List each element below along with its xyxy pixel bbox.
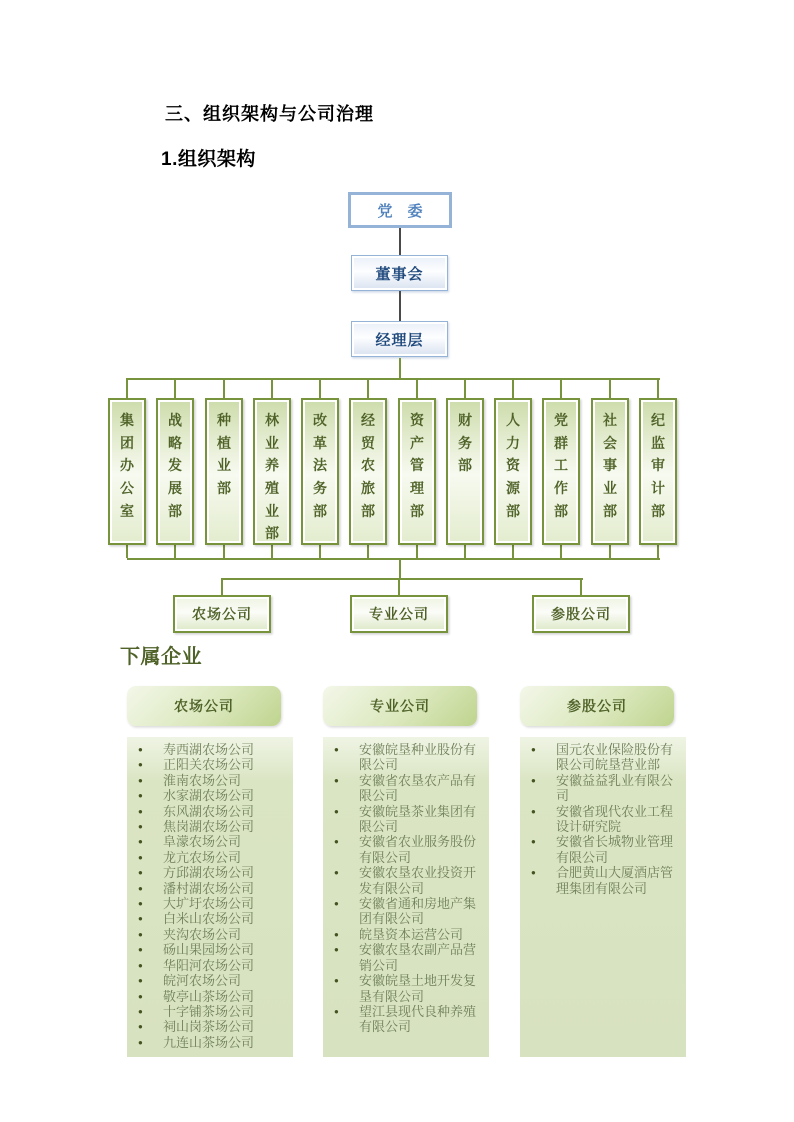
dept-node-char: 部 [168,502,182,519]
dept-node-char: 业 [265,502,279,519]
list-item [136,1019,291,1034]
company-name: 潘村湖农场公司 [163,880,255,896]
connector-line [464,545,466,558]
company-name: 九连山茶场公司 [163,1034,255,1050]
company-name: 焦岗湖农场公司 [163,819,255,835]
subsidiary-column [127,686,293,1057]
section-title: 三、组织架构与公司治理 [165,104,374,124]
dept-node-char: 部 [603,502,617,519]
dept-node-char: 部 [506,502,520,519]
dept-node-char: 业 [217,457,231,474]
bullet-icon: ● [531,868,536,878]
dept-node [494,398,532,545]
connector-line [399,291,401,321]
dept-node [253,398,291,545]
list-item [136,911,291,926]
bullet-icon: ● [138,760,143,770]
connector-line [127,378,660,380]
list-item [332,973,487,1004]
group-node: 农场公司 [173,595,271,633]
bullet-icon: ● [334,976,339,986]
connector-line [222,578,583,580]
dept-node-char: 资 [410,412,424,428]
company-name: 方邱湖农场公司 [163,865,255,881]
list-item [332,834,487,865]
company-name: 安徽皖垦种业股份有限公司 [359,742,477,773]
dept-node-char: 部 [313,502,327,519]
list-item [332,742,487,773]
org-node-management: 经理层 [351,321,448,357]
dept-node-char: 部 [554,502,568,519]
dept-node [156,398,194,545]
dept-node [639,398,677,545]
dept-node-char: 室 [120,502,134,519]
list-item [136,958,291,973]
company-name: 祠山岗茶场公司 [163,1019,255,1035]
company-name: 龙亢农场公司 [163,849,242,865]
list-item [136,742,291,757]
dept-node [542,398,580,545]
dept-node-char: 展 [168,480,182,497]
dept-node-char: 作 [554,480,568,497]
group-node: 参股公司 [532,595,630,633]
list-item [332,773,487,804]
company-name: 安徽省通和房地产集团有限公司 [359,896,477,927]
list-item [529,834,684,865]
list-item [136,865,291,880]
dept-node-char: 团 [120,434,134,451]
company-name: 合肥黄山大厦酒店管理集团有限公司 [556,865,674,896]
list-item [332,927,487,942]
company-name: 安徽农垦农业投资开发有限公司 [359,865,477,896]
company-name: 正阳关农场公司 [163,757,255,773]
connector-line [319,545,321,558]
company-name: 安徽省长城物业管理有限公司 [556,834,674,865]
company-name: 砀山果园场公司 [163,942,255,958]
company-name: 安徽皖垦土地开发复垦有限公司 [359,973,477,1004]
org-chart [0,190,794,638]
bullet-icon: ● [138,914,143,924]
list-item [332,896,487,927]
dept-node-char: 部 [410,502,424,519]
dept-node-char: 农 [361,457,375,474]
dept-node-char: 财 [458,412,472,428]
connector-line [271,378,273,398]
connector-line [398,578,400,595]
dept-node-char: 事 [603,457,617,474]
connector-line [609,545,611,558]
bullet-icon: ● [334,1006,339,1016]
bullet-icon: ● [334,806,339,816]
connector-line [221,578,223,595]
company-name: 安徽省现代农业工程设计研究院 [556,803,674,835]
dept-node-char: 业 [603,480,617,497]
dept-node [108,398,146,545]
dept-node-char: 资 [506,457,520,474]
dept-node-char: 监 [651,434,665,451]
dept-node-char: 源 [506,480,520,497]
company-name: 敬亭山茶场公司 [163,988,255,1004]
dept-node-char: 集 [120,412,134,428]
bullet-icon: ● [334,745,339,754]
bullet-icon: ● [334,868,339,878]
bullet-icon: ● [138,745,143,754]
connector-line [580,578,582,595]
company-name: 安徽省农业服务股份有限公司 [359,834,477,865]
list-item [136,942,291,957]
list-item [136,757,291,772]
dept-node-char: 纪 [651,412,665,428]
bullet-icon: ● [138,883,143,893]
dept-node-char: 贸 [361,434,375,451]
dept-node-char: 会 [603,434,617,451]
dept-node-char: 部 [361,502,375,519]
list-item [136,1004,291,1019]
connector-line [127,558,660,560]
subsection-title: 1.组织架构 [161,149,256,170]
bullet-icon: ● [138,991,143,1001]
bullet-icon: ● [138,791,143,801]
company-list [323,737,489,1057]
dept-node-char: 公 [120,480,134,497]
dept-node-char: 养 [265,457,279,474]
org-node-party-committee: 党 委 [348,192,452,228]
dept-node-char: 社 [603,412,617,428]
bullet-icon: ● [531,775,536,785]
connector-line [464,378,466,398]
subsidiary-column [520,686,686,1057]
dept-node-char: 林 [265,412,279,428]
bullet-icon: ● [334,929,339,939]
dept-node-char: 发 [168,457,182,474]
dept-node-char: 种 [217,412,231,428]
connector-line [126,545,128,558]
group-node: 专业公司 [350,595,448,633]
subsidiary-column [323,686,489,1057]
dept-node [301,398,339,545]
company-list-items [332,742,487,1035]
connector-line [399,228,401,255]
dept-node-char: 力 [506,434,520,451]
list-item [136,773,291,788]
company-name: 白米山农场公司 [163,911,255,927]
company-list [520,737,686,1057]
bullet-icon: ● [334,945,339,955]
dept-node-char: 略 [168,434,182,451]
dept-node-char: 党 [554,412,568,428]
company-name: 安徽皖垦茶业集团有限公司 [359,803,477,835]
dept-node-char: 革 [313,434,327,451]
bullet-icon: ● [138,837,143,847]
list-item [136,819,291,834]
company-name: 东风湖农场公司 [163,803,255,819]
company-name: 寿西湖农场公司 [163,742,255,757]
dept-node-char: 产 [410,434,424,451]
connector-line [512,378,514,398]
dept-node-char: 部 [458,457,472,474]
connector-line [319,378,321,398]
connector-line [126,378,128,398]
column-header: 专业公司 [323,686,477,726]
bullet-icon: ● [138,929,143,939]
company-name: 淮南农场公司 [163,772,242,788]
company-name: 皖河农场公司 [163,973,242,989]
bullet-icon: ● [138,1022,143,1032]
dept-node-char: 理 [410,480,424,497]
company-name: 皖垦资本运营公司 [359,926,464,942]
company-name: 华阳河农场公司 [163,957,255,973]
connector-line [657,378,659,398]
bullet-icon: ● [334,775,339,785]
list-item [136,788,291,803]
company-name: 十字铺茶场公司 [163,1003,255,1019]
connector-line [174,545,176,558]
list-item [332,1004,487,1035]
dept-node [446,398,484,545]
column-header: 参股公司 [520,686,674,726]
dept-node-char: 办 [120,457,134,474]
bullet-icon: ● [334,837,339,847]
dept-node-char: 群 [554,434,568,451]
company-name: 安徽省农垦农产品有限公司 [359,772,477,804]
bullet-icon: ● [531,745,536,754]
list-item [136,989,291,1004]
dept-node-char: 法 [313,457,327,474]
connector-line [367,378,369,398]
list-item [136,850,291,865]
dept-node-char: 审 [651,457,665,474]
connector-line [609,378,611,398]
bullet-icon: ● [334,899,339,909]
bullet-icon: ● [138,822,143,832]
list-item [529,865,684,896]
bullet-icon: ● [138,960,143,970]
connector-line [560,545,562,558]
company-name: 望江县现代良种养殖有限公司 [359,1003,477,1035]
company-name: 国元农业保险股份有限公司皖垦营业部 [556,742,674,773]
dept-node-char: 经 [361,412,375,428]
connector-line [271,545,273,558]
connector-line [223,378,225,398]
list-item [332,804,487,835]
company-name: 夹沟农场公司 [163,926,242,942]
bullet-icon: ● [531,806,536,816]
list-item [136,927,291,942]
dept-node [349,398,387,545]
list-item [136,973,291,988]
bullet-icon: ● [138,899,143,909]
dept-node-char: 务 [458,434,472,451]
list-item [136,1035,291,1050]
connector-line [512,545,514,558]
list-item [332,865,487,896]
dept-node-char: 计 [651,480,665,497]
list-item [136,834,291,849]
dept-node-char: 改 [313,412,327,428]
list-item [529,773,684,804]
bullet-icon: ● [138,976,143,986]
bullet-icon: ● [138,945,143,955]
connector-line [399,358,401,378]
dept-node-char: 工 [554,457,568,474]
company-list [127,737,293,1057]
bullet-icon: ● [138,868,143,878]
org-node-board: 董事会 [351,255,448,291]
connector-line [399,558,401,578]
dept-node-char: 部 [217,480,231,497]
bullet-icon: ● [138,806,143,816]
connector-line [174,378,176,398]
list-item [136,896,291,911]
connector-line [416,545,418,558]
connector-line [657,545,659,558]
bullet-icon: ● [138,775,143,785]
company-name: 大圹圩农场公司 [163,896,255,912]
dept-node [398,398,436,545]
bullet-icon: ● [138,852,143,862]
connector-line [416,378,418,398]
company-list-items [529,742,684,896]
dept-node-char: 植 [217,434,231,451]
list-item [332,942,487,973]
dept-node-char: 部 [265,525,279,542]
connector-line [367,545,369,558]
connector-line [223,545,225,558]
connector-line [560,378,562,398]
dept-node-char: 战 [168,412,182,428]
dept-node-char: 部 [651,502,665,519]
dept-node-char: 旅 [361,480,375,497]
bullet-icon: ● [138,1006,143,1016]
dept-node-char: 管 [410,457,424,474]
list-item [136,881,291,896]
company-name: 安徽益益乳业有限公司 [556,772,674,804]
dept-node [591,398,629,545]
bullet-icon: ● [531,837,536,847]
company-name: 水家湖农场公司 [163,788,255,804]
dept-node-char: 人 [506,412,520,428]
company-name: 阜濛农场公司 [163,834,242,850]
bullet-icon: ● [138,1037,143,1047]
column-header: 农场公司 [127,686,281,726]
subsidiaries-heading: 下属企业 [120,646,202,668]
company-name: 安徽农垦农副产品营销公司 [359,942,477,973]
list-item [529,804,684,835]
company-list-items [136,742,291,1050]
dept-node [205,398,243,545]
dept-node-char: 业 [265,434,279,451]
dept-node-char: 务 [313,480,327,497]
list-item [529,742,684,773]
list-item [136,804,291,819]
dept-node-char: 殖 [265,480,279,497]
